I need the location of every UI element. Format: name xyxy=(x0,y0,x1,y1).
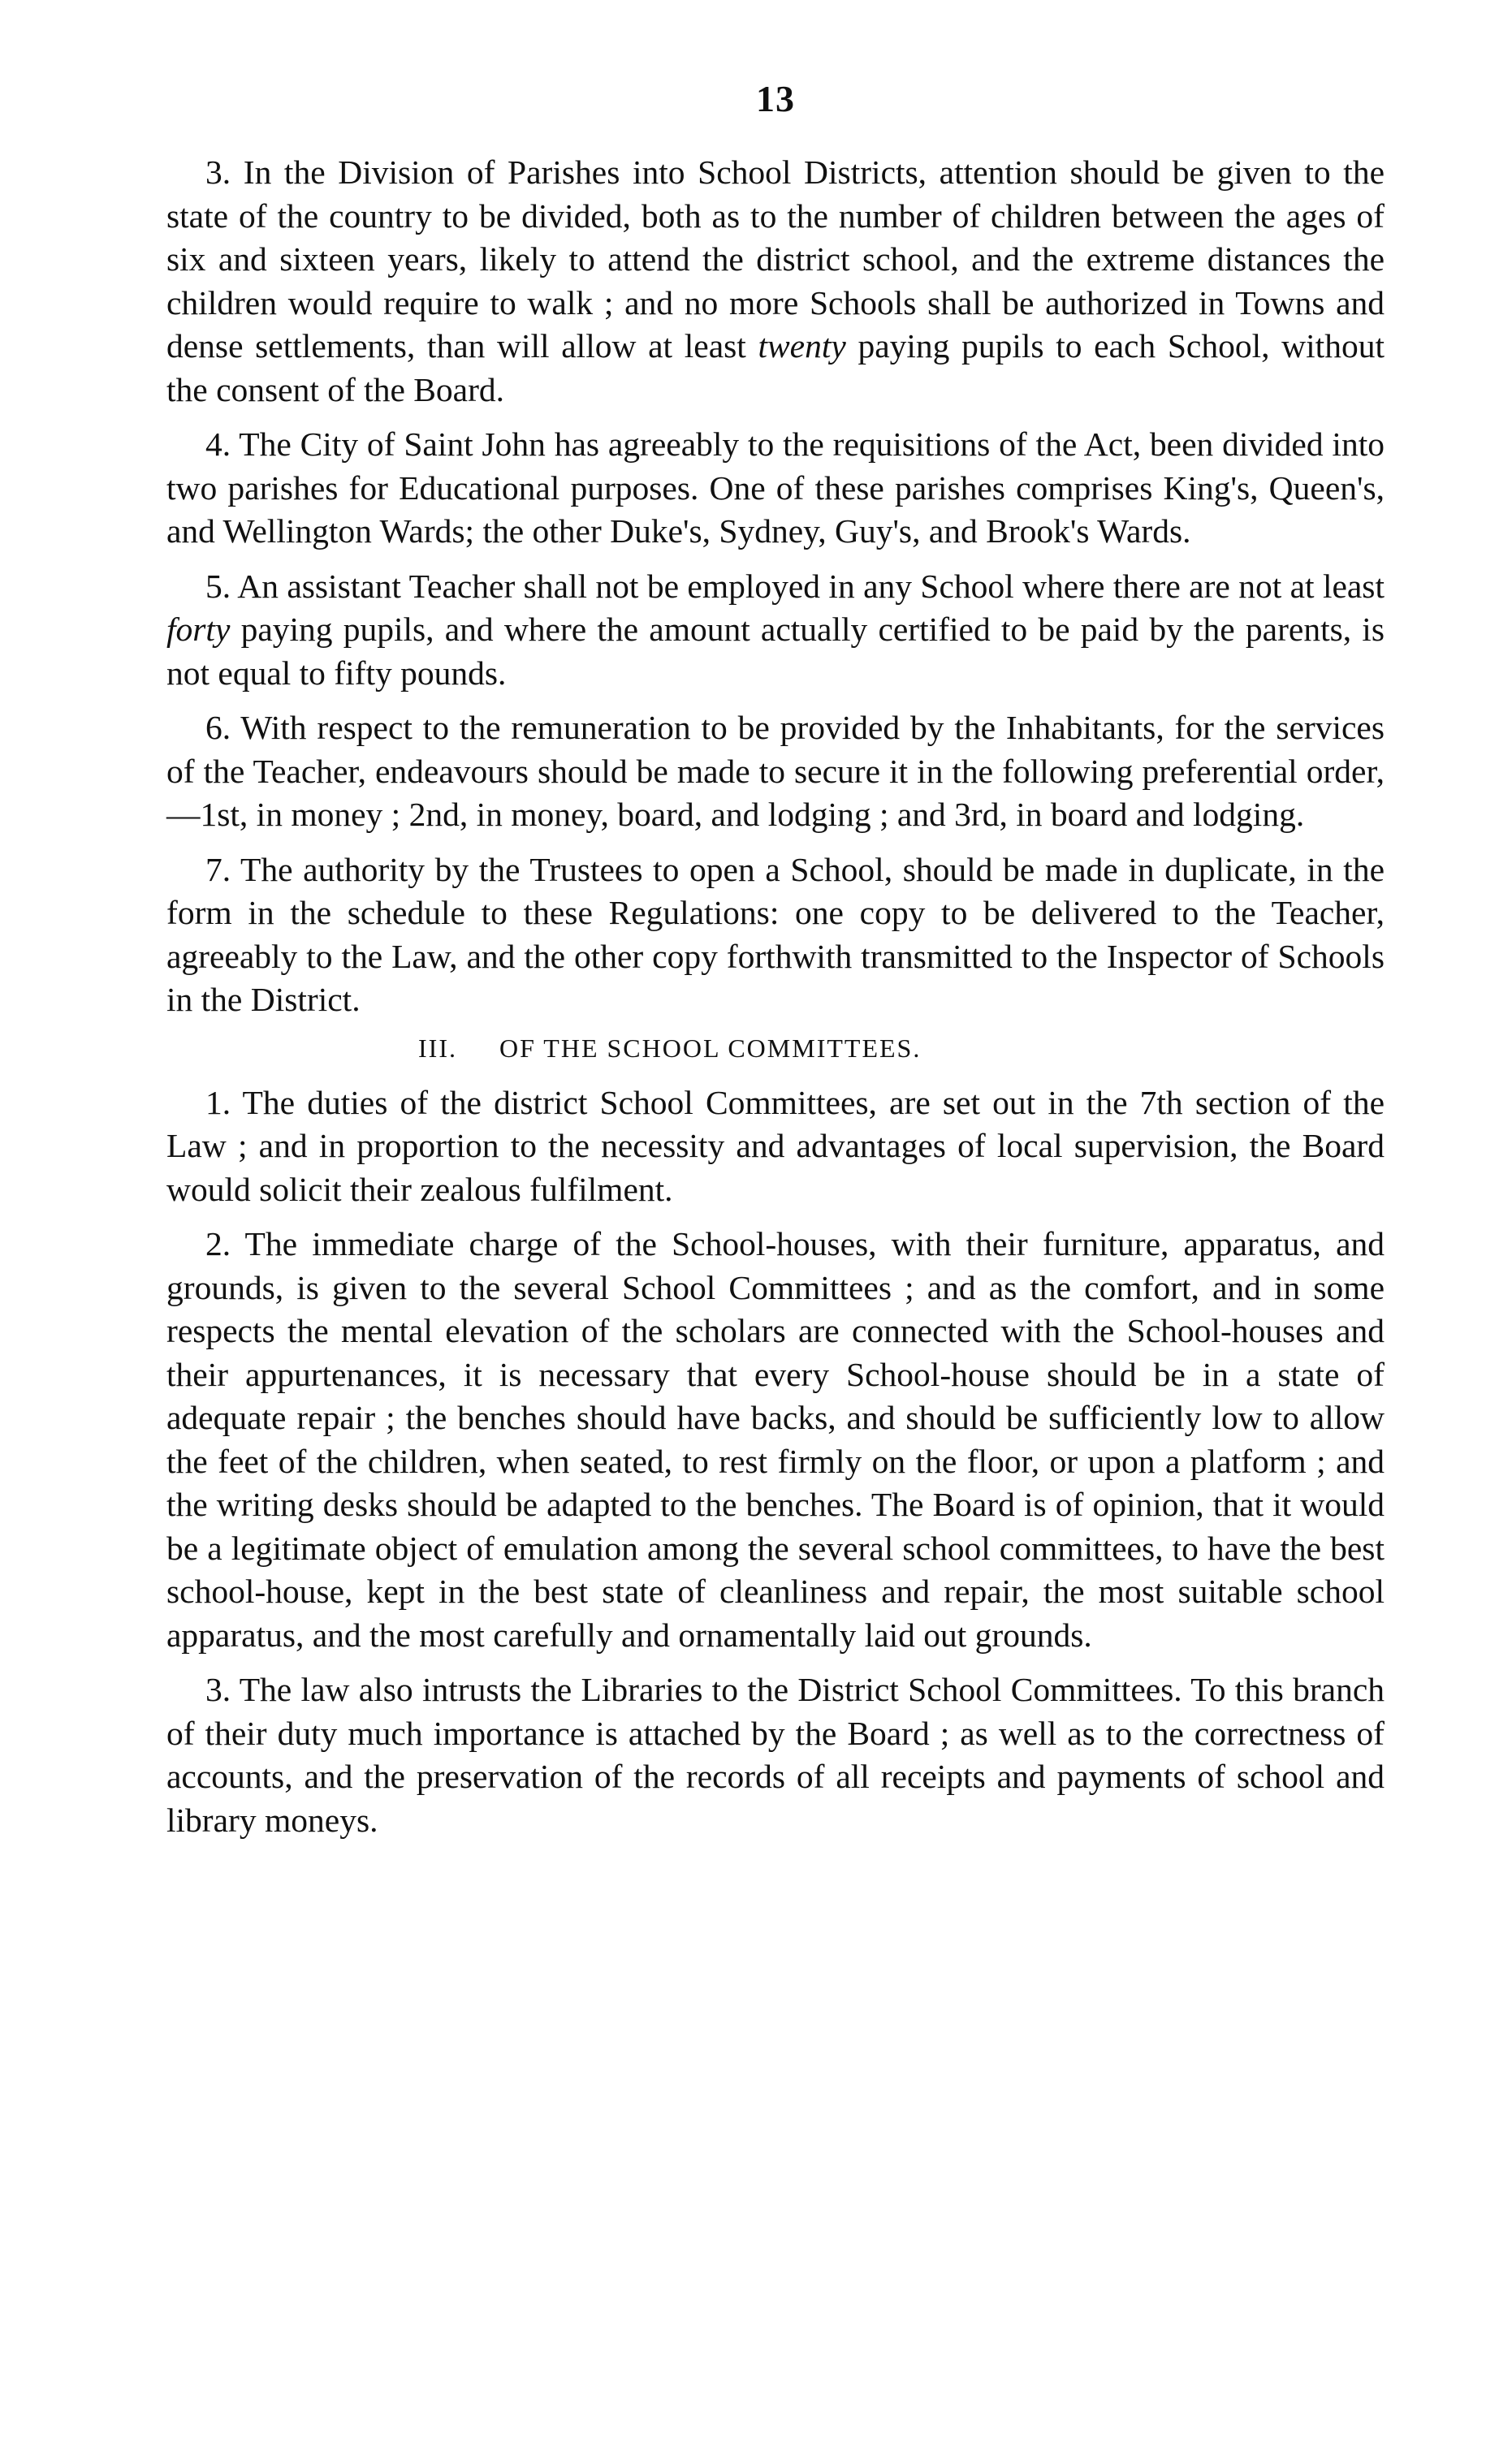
paragraph-s1 xyxy=(166,1081,1385,1212)
paragraph-text: 2. The immediate charge of the School-houses, with their furniture, apparatus, and grounds, is given to the several School Committees ; and as the comfort, and in some respects the mental elevation of the scholars are connected with the School-houses and their appurtenances, it is necessary that every School-house should be in a state of adequate repair ; the benches should have backs, and should be sufficiently low to allow the feet of the children, when seated, to rest firmly on the floor, or upon a platform ; and the writing desks should be adapted to the benches. The Board is of opinion, that it would be a legitimate object of emulation among the several school committees, to have the best school-house, kept in the best state of cleanliness and repair, the most suitable school apparatus, and the most carefully and ornamentally laid out grounds. xyxy=(166,1225,1385,1654)
paragraph-p5 xyxy=(166,565,1385,696)
school-committee-paragraphs xyxy=(166,1081,1385,1843)
paragraph-p3 xyxy=(166,151,1385,412)
paragraph-text: paying pupils, and where the amount actually certified to be paid by the parents, is not equal to fifty pounds. xyxy=(166,611,1385,692)
paragraph-text: 6. With respect to the remuneration to be provided by the Inhabitants, for the services of the Teacher, endeavours should be made to secure it in the following preferential order,—1st, in money ; 2nd, in money, board, and lodging ; and 3rd, in board and lodging. xyxy=(166,709,1385,833)
document-page xyxy=(166,77,1385,1853)
page-number: 13 xyxy=(756,78,795,119)
italic-emphasis: twenty xyxy=(758,327,846,365)
section-title: OF THE SCHOOL COMMITTEES. xyxy=(499,1033,922,1063)
paragraph-text: paying pupils to each School, without the consent of the Board. xyxy=(166,327,1385,408)
paragraph-text: 1. The duties of the district School Committees, are set out in the 7th section of the Law ; and in proportion to the necessity and advantages of local supervision, the Board would solicit their zealous fulfilment. xyxy=(166,1083,1385,1208)
paragraph-text: 7. The authority by the Trustees to open a School, should be made in duplicate, in the form in the schedule to these Regulations: one copy to be delivered to the Teacher, agreeably to the Law, and the other copy forthwith transmitted to the Inspector of Schools in the District. xyxy=(166,850,1385,1018)
paragraph-s3 xyxy=(166,1668,1385,1842)
paragraph-text: 3. The law also intrusts the Libraries to the District School Committees. To this branch of their duty much importance is attached by the Board ; as well as to the correctness of accounts, and the preservation of the records of all receipts and payments of school and library moneys. xyxy=(166,1671,1385,1839)
paragraph-text: 3. In the Division of Parishes into School Districts, attention should be given to the state of the country to be divided, both as to the number of children between the ages of six and sixteen years, likely to attend the district school, and the extreme distances the children would require to walk ; and no more Schools shall be authorized in Towns and dense settlements, than will allow at least xyxy=(166,153,1385,365)
paragraph-p4 xyxy=(166,423,1385,554)
paragraph-text: 4. The City of Saint John has agreeably to the requisitions of the Act, been divided into two parishes for Educational purposes. One of these parishes comprises King's, Queen's, and Wellington Wards; the other Duke's, Sydney, Guy's, and Brook's Wards. xyxy=(166,425,1385,550)
italic-emphasis: forty xyxy=(166,611,231,648)
section-number: III. xyxy=(418,1033,457,1063)
paragraph-s2 xyxy=(166,1223,1385,1657)
regulations-paragraphs xyxy=(166,151,1385,1022)
paragraph-p7 xyxy=(166,848,1385,1022)
paragraph-text: 5. An assistant Teacher shall not be employed in any School where there are not at least xyxy=(205,567,1385,605)
section-heading xyxy=(418,1033,1385,1064)
paragraph-p6 xyxy=(166,706,1385,837)
